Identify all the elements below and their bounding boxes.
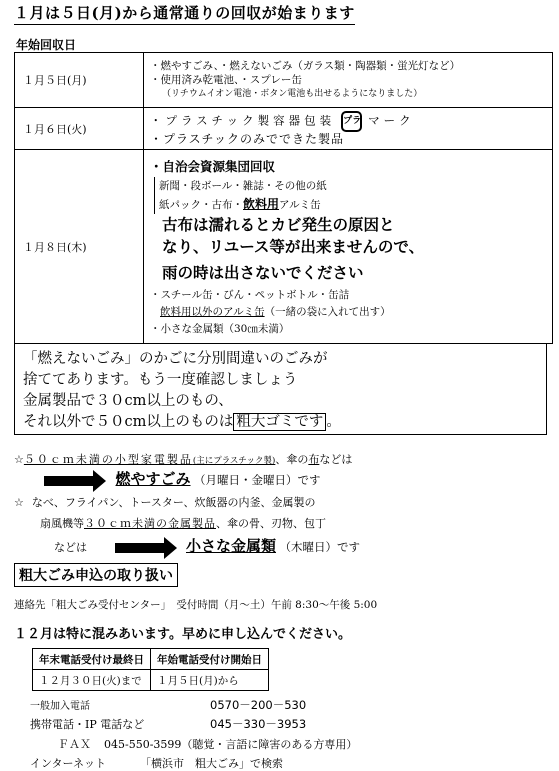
note-text-small: (主にプラスチック製): [192, 456, 276, 466]
table-row: [15, 53, 553, 108]
table-header: 年始電話受付け開始日: [151, 649, 269, 670]
item-text-bold: 飲料用: [243, 197, 280, 211]
notice-box: [14, 343, 547, 435]
category-small-metal: 小さな金属類: [186, 537, 277, 555]
contact-center-line: 連絡先「粗大ごみ受付センター」 受付時間（月～土）午前 8:30～午後 5:00: [14, 599, 378, 611]
notice-line: 金属製品で３０cm以上のもの、: [23, 393, 233, 409]
notice-line: [23, 412, 538, 433]
note-text: 、傘の: [275, 453, 309, 466]
list-item: [150, 111, 546, 132]
note-text-underlined: ３０ｃｍ未満の金属製品: [84, 517, 216, 530]
oversize-heading: 粗大ごみ申込の取り扱い: [14, 563, 178, 587]
notice-line: 「燃えないごみ」のかごに分別間違いのごみが: [23, 351, 328, 367]
star-icon: ☆: [14, 453, 24, 466]
table-row: [15, 150, 553, 344]
note-text: なべ、フライパン、トースター、炊飯器の内釜、金属製の: [31, 496, 316, 509]
metal-note-line2: [40, 515, 326, 531]
date-cell: １月５日(月): [15, 53, 144, 108]
table-cell: １月５日(月)から: [151, 670, 269, 691]
date-cell: １月６日(火): [15, 108, 144, 150]
collection-days: （月曜日・金曜日）です: [194, 473, 321, 487]
metal-note: [14, 494, 315, 510]
item-text: 紙パック・古布・: [159, 199, 243, 211]
list-item: [159, 195, 546, 214]
plastic-recycle-icon: プラ: [341, 111, 362, 132]
note-text: 、傘の骨、刃物、包丁: [216, 517, 326, 530]
contact-label: インターネット: [30, 757, 107, 770]
note-text-underlined: 布: [308, 453, 320, 466]
detail-cell: [144, 108, 553, 150]
contact-value: 045－330－3953: [210, 717, 307, 731]
phone-period-table: [32, 648, 269, 691]
arrow-right-icon: [44, 476, 94, 486]
metal-category-line: [54, 535, 360, 556]
contact-label: 一般加入電話: [30, 701, 90, 712]
detail-cell: [144, 150, 553, 344]
item-text-underlined: 飲料用以外のアルミ缶: [160, 306, 265, 318]
contact-value: 0570－200－530: [210, 698, 307, 712]
detail-cell: [144, 53, 553, 108]
warning-line: 古布は濡れるとカビ発生の原因と: [162, 215, 395, 234]
note-text: などは: [319, 453, 353, 466]
plastic-label: ・プラスチック製容器包装: [150, 113, 336, 128]
collection-days: （木曜日）です: [279, 540, 361, 554]
list-item: ・燃やすごみ、・燃えないごみ（ガラス類・陶器類・蛍光灯など）: [150, 60, 461, 72]
notice-text: 。: [326, 414, 341, 430]
table-row: [33, 649, 269, 670]
list-item: ・小さな金属類（30㎝未満）: [150, 323, 290, 335]
item-text: （一緒の袋に入れて出す）: [264, 306, 391, 318]
notice-text: それ以外で５０cm以上のものは: [23, 414, 234, 430]
list-item-note: （リチウムイオン電池・ボタン電池も出せるようになりました）: [162, 89, 423, 99]
table-row: [33, 670, 269, 691]
table-header: 年末電話受付け最終日: [33, 649, 151, 670]
contact-fax: [58, 736, 357, 752]
group-collection-title: ・自治会資源集団回収: [150, 159, 276, 174]
schedule-heading: 年始回収日: [16, 38, 77, 52]
star-icon: ☆: [14, 496, 24, 509]
list-item: ・使用済み乾電池、・スプレー缶: [150, 74, 302, 86]
item-text: アルミ缶: [279, 199, 321, 211]
category-burnable: 燃やすごみ: [115, 470, 191, 488]
schedule-table: [14, 52, 553, 344]
paper-items-bracket: [154, 177, 546, 214]
note-text: 扇風機等: [40, 517, 84, 530]
warning-line: なり、リユース等が出来ませんので、: [162, 237, 425, 256]
warning-line: 雨の時は出さないでください: [162, 263, 364, 282]
contact-value: 045-550-3599（聴覚・言語に障害のある方専用）: [104, 738, 358, 751]
page-title: １月は５日(月)から通常通りの回収が始まります: [14, 2, 355, 25]
list-item: [150, 305, 546, 319]
date-cell: １月８日(木): [15, 150, 144, 344]
list-item: 新聞・段ボール・雑誌・その他の紙: [159, 180, 327, 192]
arrow-right-icon: [115, 543, 165, 553]
table-cell: １２月３０日(火)まで: [33, 670, 151, 691]
contact-label: ＦＡＸ: [58, 738, 91, 751]
burnable-category-line: [44, 468, 321, 489]
list-item: ・スチール缶・びん・ペットボトル・缶詰: [150, 289, 350, 301]
burnable-note: [14, 451, 352, 467]
table-row: [15, 108, 553, 150]
mark-label: マーク: [368, 113, 415, 128]
note-text-underlined: ５０ｃｍ未満の小型家電製品: [23, 453, 193, 466]
contact-mobile: [30, 716, 306, 732]
busy-note: １２月は特に混みあいます。早めに申し込んでください。: [14, 627, 351, 642]
contact-value: 「横浜市 粗大ごみ」で検索: [140, 757, 283, 770]
list-item: ・プラスチックのみでできた製品: [150, 132, 345, 146]
contact-label: 携帯電話・IP 電話など: [30, 718, 145, 731]
contact-internet: [30, 755, 283, 771]
contact-general: [30, 697, 306, 713]
oversize-highlight: 粗大ゴミです: [233, 413, 326, 431]
note-text: などは: [54, 541, 87, 554]
notice-line: 捨ててあります。もう一度確認しましょう: [23, 372, 298, 388]
